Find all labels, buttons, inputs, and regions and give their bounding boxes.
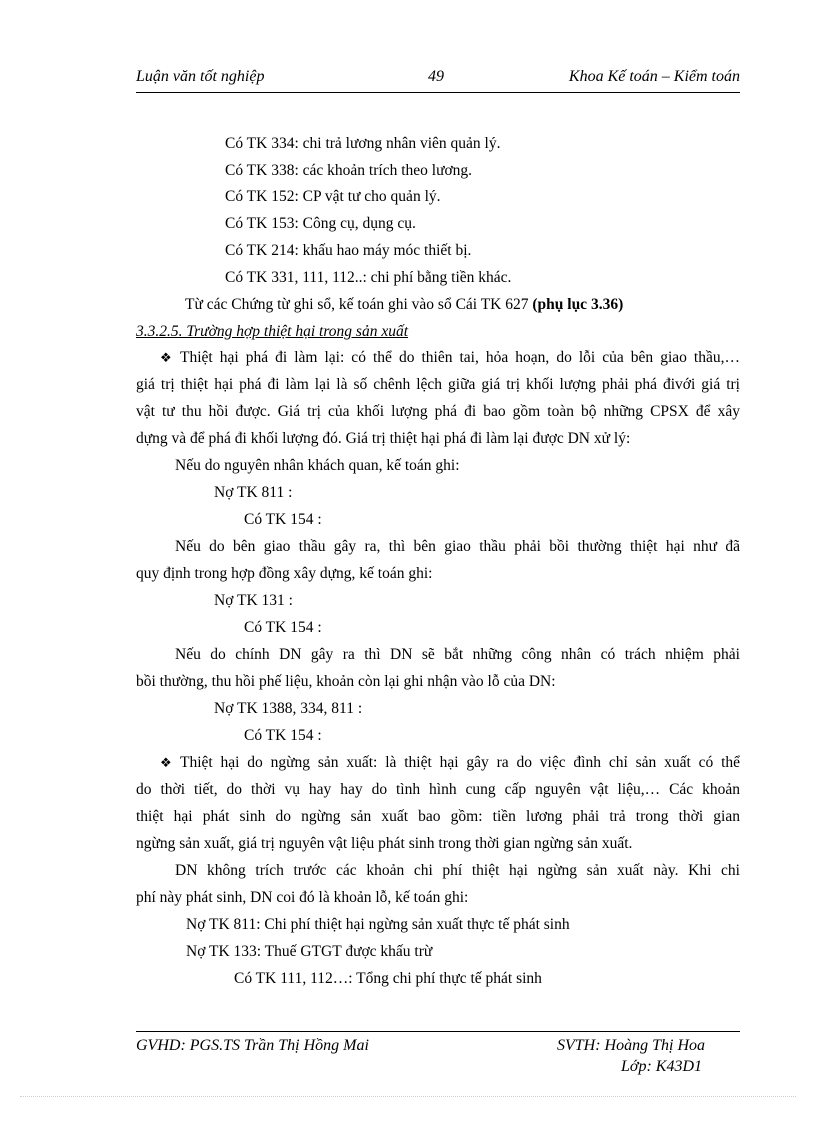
contractor-cause-line-2: quy định trong hợp đồng xây dựng, kế toán ghi: <box>136 565 433 582</box>
footer-rule <box>136 1031 740 1032</box>
enterprise-cause-line-1: Nếu do chính DN gây ra thì DN sẽ bắt những công nhân có trách nhiệm phải <box>175 646 740 663</box>
no-accrual-line-2: phí này phát sinh, DN coi đó là khoản lỗ, kế toán ghi: <box>136 889 469 906</box>
bullet-rework-text: Thiệt hại phá đi làm lại: có thể do thiên tai, hỏa hoạn, do lỗi của bên giao thầu,… <box>180 349 740 366</box>
objective-cause-text: Nếu do nguyên nhân khách quan, kế toán ghi: <box>175 457 460 474</box>
bullet-rework-line-1 <box>136 348 740 368</box>
entry-credit-338: Có TK 338: các khoản trích theo lương. <box>225 162 473 179</box>
stoppage-line-4: ngừng sản xuất, giá trị nguyên vật liệu phát sinh trong thời gian ngừng sản xuất. <box>136 835 633 852</box>
enterprise-cause-line-2: bồi thường, thu hồi phế liệu, khoản còn lại ghi nhận vào lỗ của DN: <box>136 673 556 690</box>
bullet-stoppage-line-1 <box>136 753 740 773</box>
footer-class: Lớp: K43D1 <box>621 1058 702 1075</box>
header-rule <box>136 92 740 93</box>
entry-credit-331: Có TK 331, 111, 112..: chi phí bằng tiền khác. <box>225 269 512 286</box>
appendix-reference: (phụ lục 3.36) <box>532 296 624 313</box>
ledger-note-text: Từ các Chứng từ ghi sổ, kế toán ghi vào sổ Cái TK 627 <box>185 296 529 313</box>
entry-debit-131: Nợ TK 131 : <box>214 592 293 609</box>
section-heading: 3.3.2.5. Trường hợp thiệt hại trong sản xuất <box>136 323 409 340</box>
rework-line-3: vật tư thu hồi được. Giá trị của khối lượng phá đi bao gồm toàn bộ những CPSX để xây <box>136 403 740 420</box>
page-number: 49 <box>428 68 444 85</box>
header-thesis-title: Luận văn tốt nghiệp <box>136 68 265 85</box>
entry-debit-811: Nợ TK 811 : <box>214 484 293 501</box>
entry-credit-154-c: Có TK 154 : <box>244 727 322 744</box>
rework-line-2: giá trị thiệt hại phá đi làm lại là số chênh lệch giữa giá trị khối lượng phải phá đivới giá trị <box>136 376 740 393</box>
entry-credit-153: Có TK 153: Công cụ, dụng cụ. <box>225 215 416 232</box>
bullet-stoppage-text: Thiệt hại do ngừng sản xuất: là thiệt hại gây ra do việc đình chỉ sản xuất có thể <box>180 754 740 771</box>
diamond-bullet-icon: ❖ <box>160 350 172 365</box>
entry-debit-133: Nợ TK 133: Thuế GTGT được khấu trừ <box>186 943 433 960</box>
entry-credit-152: Có TK 152: CP vật tư cho quản lý. <box>225 188 441 205</box>
no-accrual-line-1: DN không trích trước các khoản chi phí thiệt hại ngừng sản xuất này. Khi chi <box>175 862 740 879</box>
entry-credit-154-a: Có TK 154 : <box>244 511 322 528</box>
entry-debit-1388: Nợ TK 1388, 334, 811 : <box>214 700 363 717</box>
entry-credit-154-b: Có TK 154 : <box>244 619 322 636</box>
page-header <box>136 68 740 90</box>
footer-supervisor: GVHD: PGS.TS Trần Thị Hồng Mai <box>136 1037 369 1054</box>
footer-student: SVTH: Hoàng Thị Hoa <box>557 1037 706 1054</box>
contractor-cause-line-1: Nếu do bên giao thầu gây ra, thì bên giao thầu phải bồi thường thiệt hại như đã <box>175 538 740 555</box>
stoppage-line-2: do thời tiết, do thời vụ hay hay do tình hình cung cấp nguyên vật liệu,… Các khoản <box>136 781 740 798</box>
entry-debit-811-stoppage: Nợ TK 811: Chi phí thiệt hại ngừng sản xuất thực tế phát sinh <box>186 916 570 933</box>
entry-credit-111-112: Có TK 111, 112…: Tổng chi phí thực tế phát sinh <box>234 970 542 987</box>
diamond-bullet-icon: ❖ <box>160 755 172 770</box>
entry-credit-214: Có TK 214: khấu hao máy móc thiết bị. <box>225 242 472 259</box>
rework-line-4: dựng và để phá đi khối lượng đó. Giá trị thiệt hại phá đi làm lại được DN xử lý: <box>136 430 631 447</box>
header-faculty: Khoa Kế toán – Kiểm toán <box>568 68 740 85</box>
stoppage-line-3: thiệt hại phát sinh do ngừng sản xuất bao gồm: tiền lương phải trả trong thời gian <box>136 808 740 825</box>
entry-credit-334: Có TK 334: chi trả lương nhân viên quản lý. <box>225 135 501 152</box>
ledger-note <box>185 295 623 315</box>
page-bottom-dotted-line <box>20 1096 796 1097</box>
